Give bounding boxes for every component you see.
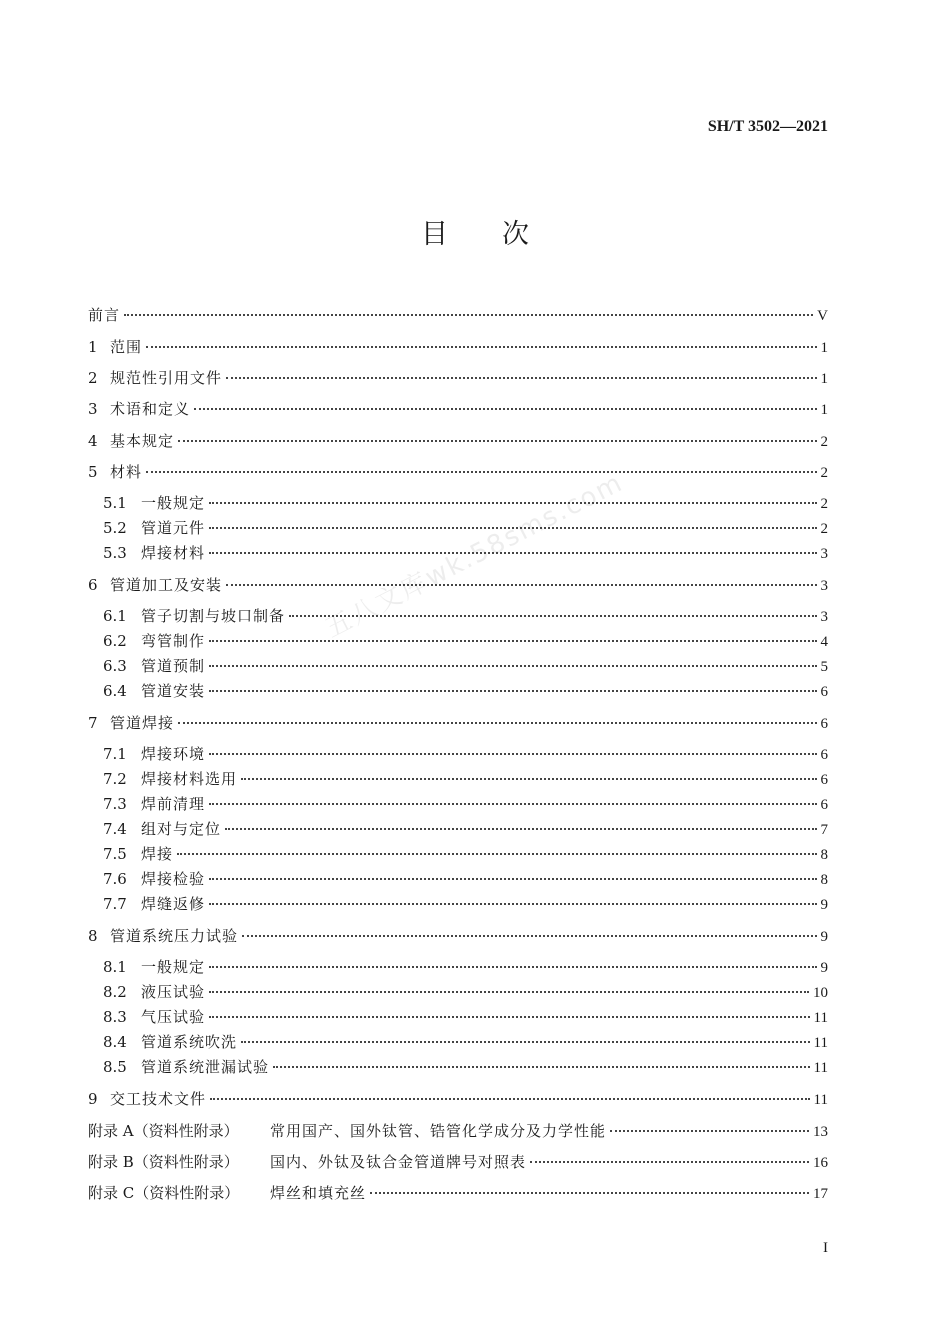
- toc-entry-number: 6: [88, 576, 98, 594]
- toc-entry-page: 8: [820, 872, 828, 888]
- toc-entry-number: 6.3: [103, 657, 127, 675]
- toc-entry-page: 7: [820, 822, 828, 838]
- toc-entry-number: 3: [88, 400, 98, 418]
- toc-entry-page: 1: [820, 371, 828, 387]
- toc-entry-number: 7.2: [103, 770, 127, 788]
- toc-entry-label: 弯管制作: [141, 632, 206, 650]
- toc-entry-label: 一般规定: [141, 958, 206, 976]
- toc-entry-page: 6: [820, 797, 828, 813]
- toc-entry-label: 焊丝和填充丝: [270, 1184, 367, 1202]
- toc-entry[interactable]: [103, 542, 828, 564]
- dot-leader: [209, 552, 816, 554]
- toc-entry[interactable]: [103, 1056, 828, 1078]
- toc-entry[interactable]: [103, 605, 828, 627]
- dot-leader: [273, 1066, 810, 1068]
- dot-leader: [177, 853, 816, 855]
- toc-entry-number: 7: [88, 714, 98, 732]
- toc-entry-number: 附录 C（资料性附录）: [88, 1184, 240, 1202]
- toc-entry[interactable]: [88, 430, 828, 452]
- toc-entry[interactable]: [88, 336, 828, 358]
- toc-entry-number: 8.4: [103, 1033, 127, 1051]
- toc-entry-page: 1: [820, 340, 828, 356]
- toc-entry-number: 5: [88, 463, 98, 481]
- toc-entry-number: 7.5: [103, 845, 127, 863]
- toc-entry[interactable]: [103, 768, 828, 790]
- toc-entry-label: 焊接检验: [141, 870, 206, 888]
- toc-entry-page: 1: [820, 402, 828, 418]
- toc-entry-number: 8.1: [103, 958, 127, 976]
- toc-entry[interactable]: [103, 630, 828, 652]
- toc-entry-number: 7.6: [103, 870, 127, 888]
- toc-entry-label: 焊接: [141, 845, 174, 863]
- dot-leader: [226, 377, 816, 379]
- toc-entry-page: 6: [820, 716, 828, 732]
- toc-entry-page: 11: [813, 1035, 828, 1051]
- toc-entry-page: 13: [813, 1124, 828, 1140]
- dot-leader: [178, 440, 816, 442]
- toc-entry-page: 9: [820, 929, 828, 945]
- toc-entry[interactable]: [103, 492, 828, 514]
- dot-leader: [610, 1130, 809, 1132]
- toc-entry[interactable]: [103, 1031, 828, 1053]
- toc-entry-number: 8.2: [103, 983, 127, 1001]
- dot-leader: [209, 991, 809, 993]
- dot-leader: [209, 690, 816, 692]
- toc-entry-label: 国内、外钛及钛合金管道牌号对照表: [270, 1153, 527, 1171]
- page-title: 目次: [421, 219, 583, 250]
- toc-entry-label: 交工技术文件: [110, 1090, 207, 1108]
- dot-leader: [209, 640, 816, 642]
- toc-entry-label: 管道系统泄漏试验: [141, 1058, 270, 1076]
- toc-entry-number: 附录 B（资料性附录）: [88, 1153, 239, 1171]
- toc-entry-number: 8: [88, 927, 98, 945]
- toc-entry-label: 管道系统压力试验: [110, 927, 239, 945]
- toc-entry-label: 常用国产、国外钛管、锆管化学成分及力学性能: [270, 1122, 607, 1140]
- toc-entry-label: 基本规定: [110, 432, 175, 450]
- toc-entry-page: 2: [820, 434, 828, 450]
- toc-entry[interactable]: [88, 398, 828, 420]
- toc-entry-label: 管道焊接: [110, 714, 175, 732]
- toc-entry-number: 8.5: [103, 1058, 127, 1076]
- dot-leader: [146, 346, 816, 348]
- toc-entry[interactable]: [88, 1182, 828, 1204]
- toc-entry-label: 一般规定: [141, 494, 206, 512]
- toc-entry-label: 管道加工及安装: [110, 576, 223, 594]
- toc-entry[interactable]: [88, 925, 828, 947]
- toc-entry-page: 8: [820, 847, 828, 863]
- toc-entry-page: 5: [820, 659, 828, 675]
- toc-entry-number: 5.3: [103, 544, 127, 562]
- toc-entry[interactable]: [88, 461, 828, 483]
- dot-leader: [178, 722, 816, 724]
- toc-entry-page: 2: [820, 465, 828, 481]
- toc-entry[interactable]: [88, 1120, 828, 1142]
- toc-entry-number: 4: [88, 432, 98, 450]
- toc-entry-number: 9: [88, 1090, 98, 1108]
- toc-entry-label: 管道预制: [141, 657, 206, 675]
- toc-entry-label: 材料: [110, 463, 143, 481]
- toc-entry-label: 焊接环境: [141, 745, 206, 763]
- dot-leader: [209, 878, 816, 880]
- dot-leader: [209, 527, 816, 529]
- dot-leader: [209, 966, 816, 968]
- toc-entry-label: 前言: [88, 306, 121, 324]
- dot-leader: [146, 471, 816, 473]
- toc-entry-page: 3: [820, 609, 828, 625]
- toc-entry-page: 2: [820, 496, 828, 512]
- toc-entry-label: 规范性引用文件: [110, 369, 223, 387]
- toc-entry-page: 9: [820, 897, 828, 913]
- dot-leader: [209, 803, 816, 805]
- toc-entry-number: 5.1: [103, 494, 127, 512]
- dot-leader: [289, 615, 816, 617]
- toc-entry-page: 11: [813, 1010, 828, 1026]
- toc-entry[interactable]: [103, 893, 828, 915]
- toc-entry-label: 焊缝返修: [141, 895, 206, 913]
- dot-leader: [209, 903, 816, 905]
- toc-entry-number: 7.1: [103, 745, 127, 763]
- toc-entry-label: 焊接材料: [141, 544, 206, 562]
- dot-leader: [209, 502, 816, 504]
- toc-entry-number: 附录 A（资料性附录）: [88, 1122, 239, 1140]
- toc-entry[interactable]: [103, 818, 828, 840]
- toc-entry-page: 6: [820, 772, 828, 788]
- toc-entry-page: V: [817, 308, 828, 324]
- toc-entry-label: 管道系统吹洗: [141, 1033, 238, 1051]
- toc-entry-label: 液压试验: [141, 983, 206, 1001]
- toc-entry[interactable]: [103, 981, 828, 1003]
- dot-leader: [124, 314, 813, 316]
- toc-entry-page: 6: [820, 684, 828, 700]
- dot-leader: [209, 1016, 810, 1018]
- dot-leader: [241, 778, 816, 780]
- dot-leader: [225, 828, 816, 830]
- toc-entry-page: 17: [813, 1186, 828, 1202]
- toc-entry-page: 2: [820, 521, 828, 537]
- toc-entry-number: 5.2: [103, 519, 127, 537]
- toc-entry[interactable]: [88, 367, 828, 389]
- page-number: I: [823, 1240, 828, 1256]
- toc-entry-label: 气压试验: [141, 1008, 206, 1026]
- toc-entry[interactable]: [88, 712, 828, 734]
- toc-entry-page: 10: [813, 985, 828, 1001]
- toc-entry[interactable]: [103, 793, 828, 815]
- toc-entry-page: 4: [820, 634, 828, 650]
- toc-entry-label: 管子切割与坡口制备: [141, 607, 286, 625]
- toc-entry-label: 焊接材料选用: [141, 770, 238, 788]
- toc-entry-page: 11: [813, 1092, 828, 1108]
- toc-entry[interactable]: [103, 843, 828, 865]
- toc-entry-label: 管道安装: [141, 682, 206, 700]
- dot-leader: [226, 584, 816, 586]
- dot-leader: [370, 1192, 809, 1194]
- toc-entry[interactable]: [88, 1088, 828, 1110]
- toc-entry-page: 3: [820, 546, 828, 562]
- dot-leader: [241, 1041, 810, 1043]
- dot-leader: [209, 665, 816, 667]
- dot-leader: [530, 1161, 809, 1163]
- toc-entry-page: 9: [820, 960, 828, 976]
- document-code: SH/T 3502—2021: [707, 118, 828, 135]
- toc-entry-label: 范围: [110, 338, 143, 356]
- toc-entry-page: 6: [820, 747, 828, 763]
- dot-leader: [242, 935, 816, 937]
- toc-entry-page: 3: [820, 578, 828, 594]
- toc-entry-label: 管道元件: [141, 519, 206, 537]
- toc-entry-number: 2: [88, 369, 98, 387]
- toc-entry-number: 8.3: [103, 1008, 127, 1026]
- toc-entry[interactable]: [103, 956, 828, 978]
- toc-entry-label: 术语和定义: [110, 400, 191, 418]
- toc-entry[interactable]: [88, 1151, 828, 1173]
- toc-entry[interactable]: [103, 655, 828, 677]
- toc-entry-number: 7.4: [103, 820, 127, 838]
- toc-entry-page: 11: [813, 1060, 828, 1076]
- toc-entry-number: 6.4: [103, 682, 127, 700]
- toc-entry[interactable]: [103, 680, 828, 702]
- toc-entry-label: 焊前清理: [141, 795, 206, 813]
- dot-leader: [194, 408, 816, 410]
- toc-entry-label: 组对与定位: [141, 820, 222, 838]
- toc-entry[interactable]: [103, 743, 828, 765]
- toc-entry[interactable]: [103, 517, 828, 539]
- toc-entry[interactable]: [103, 1006, 828, 1028]
- toc-entry[interactable]: [88, 574, 828, 596]
- toc-entry-number: 7.7: [103, 895, 127, 913]
- dot-leader: [210, 1098, 810, 1100]
- toc-entry-number: 7.3: [103, 795, 127, 813]
- toc-entry-number: 6.1: [103, 607, 127, 625]
- dot-leader: [209, 753, 816, 755]
- toc-entry-number: 6.2: [103, 632, 127, 650]
- toc-entry-page: 16: [813, 1155, 828, 1171]
- watermark: 五八文库wk.58sms.com: [320, 467, 629, 645]
- toc-entry[interactable]: [88, 304, 828, 326]
- toc-entry[interactable]: [103, 868, 828, 890]
- toc-entry-number: 1: [88, 338, 98, 356]
